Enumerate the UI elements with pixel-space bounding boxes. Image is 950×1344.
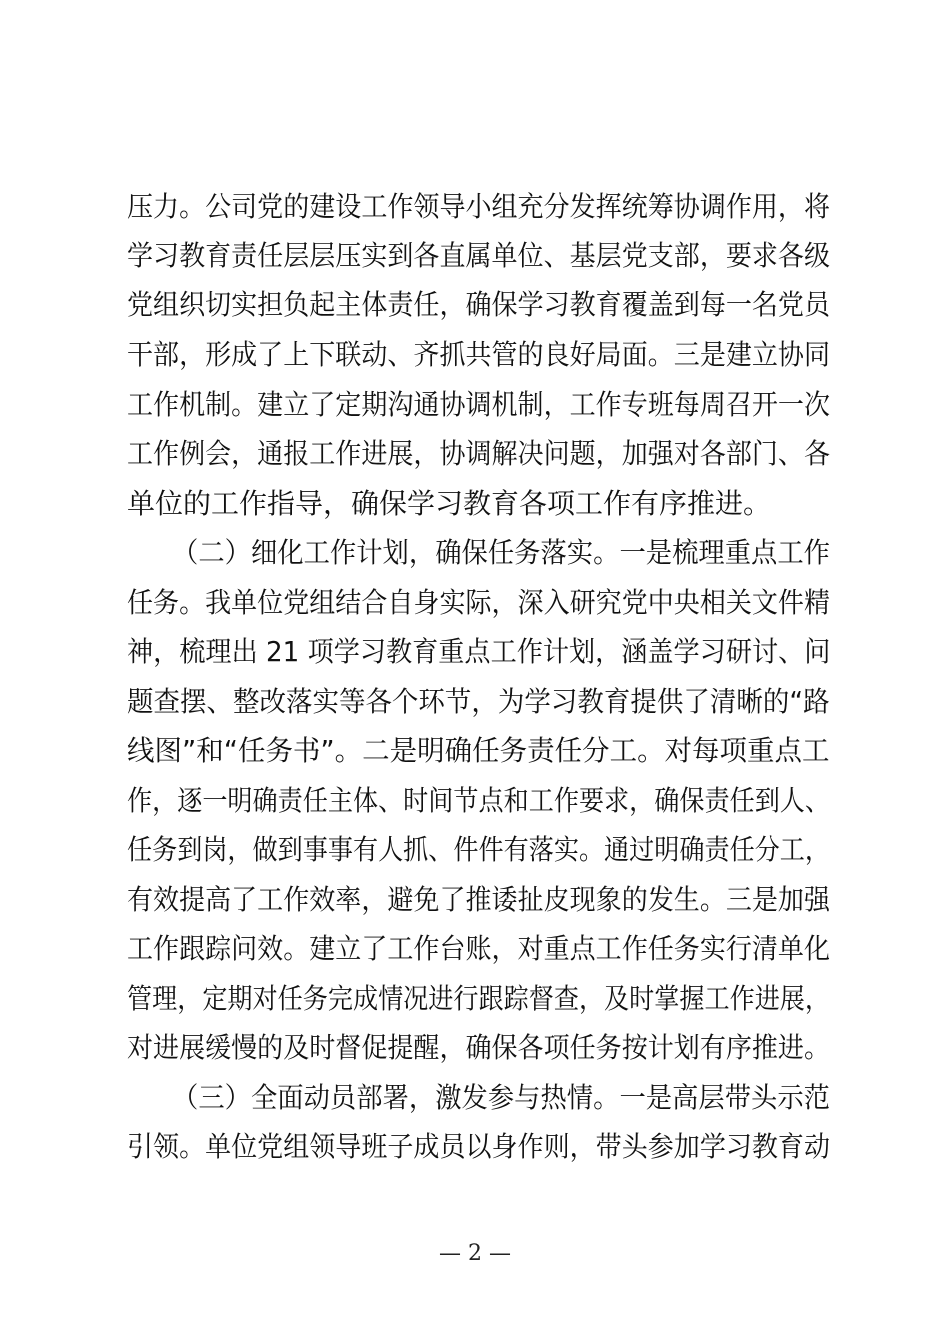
text-line: 单位的工作指导，确保学习教育各项工作有序推进。 [127, 487, 772, 520]
text-line: 线图”和“任务书”。二是明确任务责任分工。对每项重点工 [127, 734, 830, 767]
text-line: 对进展缓慢的及时督促提醒，确保各项任务按计划有序推进。 [127, 1031, 831, 1064]
page-number: — 2 — [439, 1241, 511, 1266]
text-line: 干部，形成了上下联动、齐抓共管的良好局面。三是建立协同 [127, 338, 831, 371]
text-line: 有效提高了工作效率，避免了推诿扯皮现象的发生。三是加强 [127, 883, 831, 916]
text-line: 管理，定期对任务完成情况进行跟踪督查，及时掌握工作进展， [127, 982, 831, 1015]
text-line: 神，梳理出 21 项学习教育重点工作计划，涵盖学习研讨、问 [127, 635, 831, 668]
text-line: 任务。我单位党组结合自身实际，深入研究党中央相关文件精 [127, 586, 831, 619]
text-line: 题查摆、整改落实等各个环节，为学习教育提供了清晰的“路 [127, 685, 830, 718]
text-line: 作，逐一明确责任主体、时间节点和工作要求，确保责任到人、 [127, 784, 831, 817]
text-line: 引领。单位党组领导班子成员以身作则，带头参加学习教育动 [127, 1130, 831, 1163]
text-line: 压力。公司党的建设工作领导小组充分发挥统筹协调作用，将 [127, 190, 831, 223]
paragraph-2-start: （二）细化工作计划，确保任务落实。一是梳理重点工作 [172, 536, 831, 569]
text-line: 学习教育责任层层压实到各直属单位、基层党支部，要求各级 [127, 239, 831, 272]
text-line: 党组织切实担负起主体责任，确保学习教育覆盖到每一名党员 [127, 288, 831, 321]
text-line: 任务到岗，做到事事有人抓、件件有落实。通过明确责任分工， [127, 833, 831, 866]
paragraph-3-start: （三）全面动员部署，激发参与热情。一是高层带头示范 [172, 1081, 831, 1114]
text-line: 工作跟踪问效。建立了工作台账，对重点工作任务实行清单化 [127, 932, 831, 965]
text-line: 工作机制。建立了定期沟通协调机制，工作专班每周召开一次 [127, 388, 831, 421]
text-line: 工作例会，通报工作进展，协调解决问题，加强对各部门、各 [127, 437, 831, 470]
